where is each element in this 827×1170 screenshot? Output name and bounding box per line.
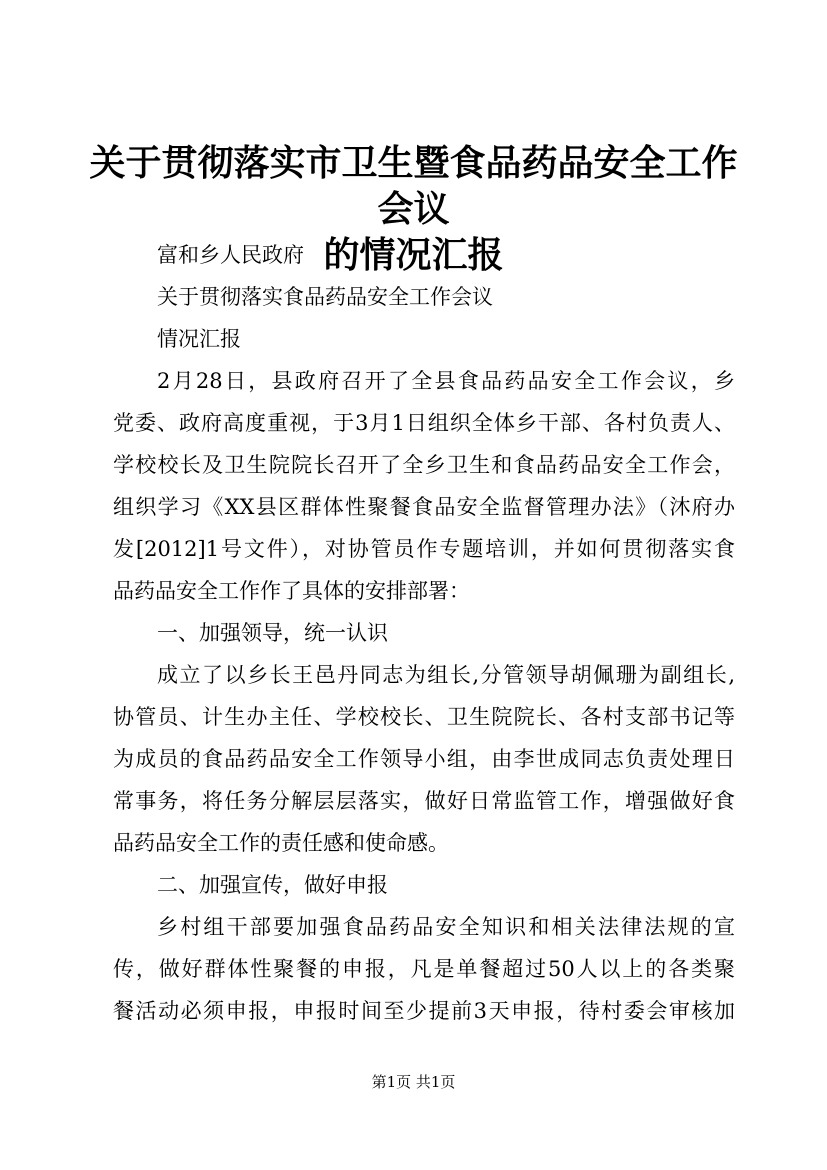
paragraph-line: 2月28日，县政府召开了全县食品药品安全工作会议，乡 (157, 369, 735, 393)
section-heading-2: 二、加强宣传，做好申报 (157, 873, 388, 897)
paragraph-line: 常事务，将任务分解层层落实，做好日常监管工作，增强做好食 (113, 789, 735, 813)
paragraph-line: 组织学习《XX县区群体性聚餐食品安全监督管理办法》（沐府办 (113, 495, 735, 519)
page-footer: 第1页 共1页 (371, 1073, 456, 1091)
subject-line-2: 情况汇报 (157, 327, 241, 351)
paragraph-line: 品药品安全工作作了具体的安排部署： (113, 579, 470, 603)
section-heading-1: 一、加强领导，统一认识 (157, 621, 388, 645)
paragraph-line: 品药品安全工作的责任感和使命感。 (113, 831, 449, 855)
title-line-1: 关于贯彻落实市卫生暨食品药品安全工作会议 (89, 142, 738, 230)
paragraph-line: 学校校长及卫生院院长召开了全乡卫生和食品药品安全工作会， (113, 453, 735, 477)
subject-line: 关于贯彻落实食品药品安全工作会议 (157, 285, 493, 309)
paragraph-line: 为成员的食品药品安全工作领导小组，由李世成同志负责处理日 (113, 747, 735, 771)
paragraph-line: 餐活动必须申报，申报时间至少提前3天申报，待村委会审核加 (113, 999, 735, 1023)
issuer-line: 富和乡人民政府 (157, 243, 304, 267)
paragraph-line: 成立了以乡长王邑丹同志为组长,分管领导胡佩珊为副组长, (157, 663, 735, 687)
title-line-2: 的情况汇报 (323, 234, 504, 276)
paragraph-line: 党委、政府高度重视，于3月1日组织全体乡干部、各村负责人、 (113, 411, 735, 435)
document-body (113, 234, 735, 1032)
paragraph-line: 乡村组干部要加强食品药品安全知识和相关法律法规的宣 (157, 915, 735, 939)
paragraph-line: 发[2012]1号文件），对协管员作专题培训，并如何贯彻落实食 (113, 537, 735, 561)
paragraph-line: 传，做好群体性聚餐的申报，凡是单餐超过50人以上的各类聚 (113, 957, 735, 981)
paragraph-line: 协管员、计生办主任、学校校长、卫生院院长、各村支部书记等 (113, 705, 735, 729)
